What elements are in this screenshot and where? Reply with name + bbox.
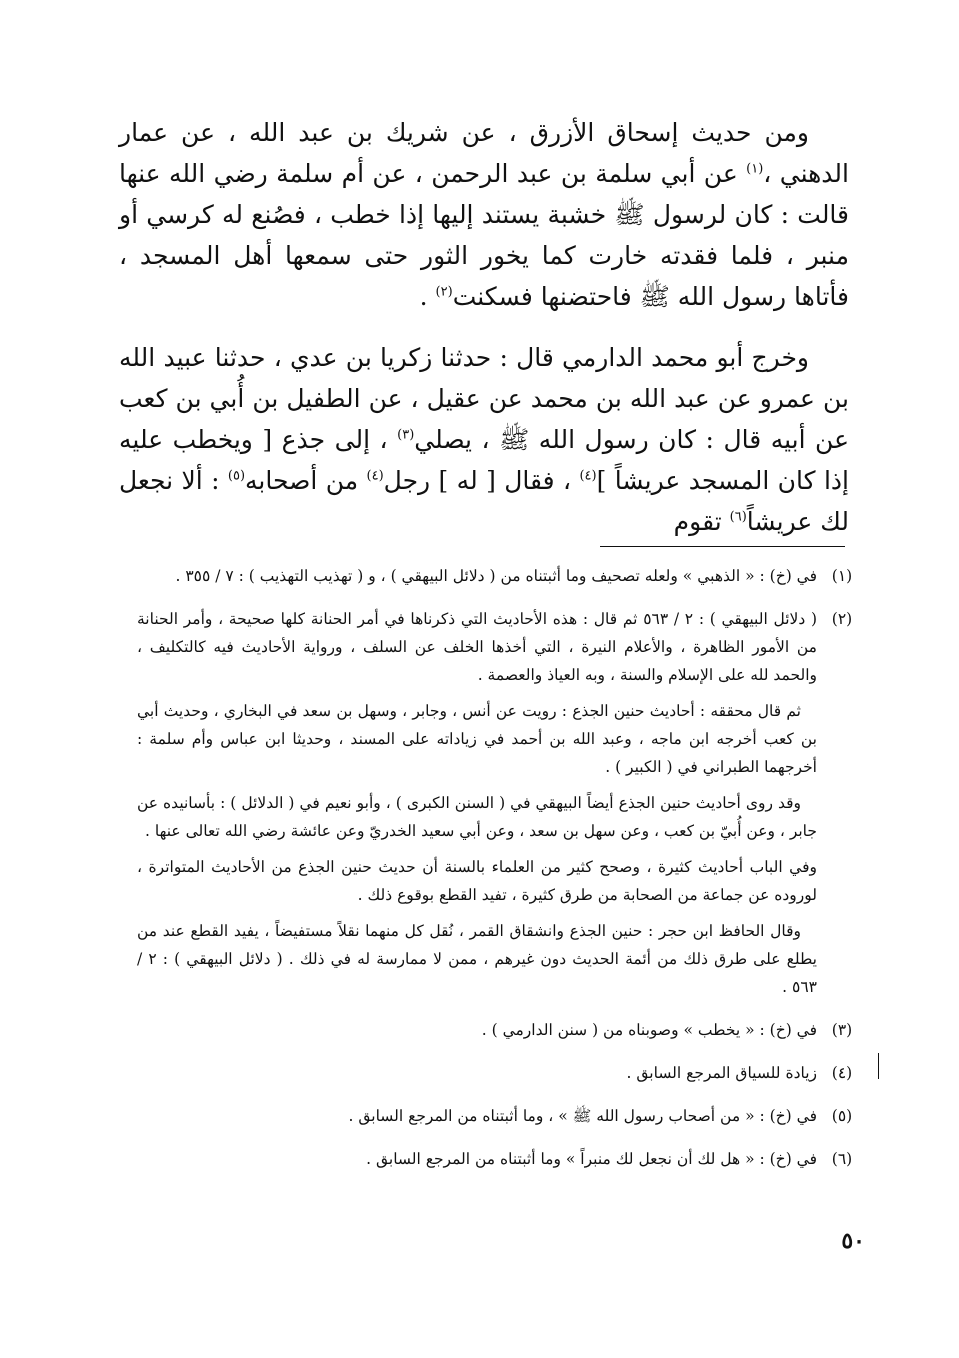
footnote-1 <box>137 562 867 598</box>
footnote-number: (٤) <box>831 1064 853 1082</box>
footnote-ref-3[interactable]: (٣) <box>397 427 415 443</box>
footnote-number: (٦) <box>831 1150 853 1168</box>
footnote-3 <box>137 1016 867 1052</box>
text-segment: عن أبي سلمة بن عبد الرحمن ، عن أم سلمة رضي الله عنها قالت : كان لرسول ﷺ خشبة يستند إليها إذا خطب ، فصُنع له كرسي أو منبر ، فلما فقدته خارت كما يخور الثور حتى سمعها أهل المسجد ، فأتاها رسول الله ﷺ فاحتضنها فسكنت <box>119 159 849 311</box>
footnote-text: وقد روى أحاديث حنين الجذع أيضاً البيهقي في ( السنن الكبرى ) ، وأبو نعيم في ( الدلائل ) : بأسانيده عن جابر ، وعن أُبيّ بن كعب ، وعن سهل بن سعد ، وعن أبي سعيد الخدريّ وعن عائشة رضي الله تعالى عنها . <box>137 794 817 840</box>
footnote-4 <box>137 1059 867 1095</box>
footnote-6 <box>137 1145 867 1181</box>
footnote-number: (٣) <box>831 1021 853 1039</box>
footnote-ref-4b[interactable]: (٤) <box>366 468 384 484</box>
main-paragraph-2 <box>119 337 849 542</box>
footnote-text: وفي الباب أحاديث كثيرة ، وصحح كثير من العلماء بالسنة أن حديث حنين الجذع من الأحاديث المتواترة ، لوروده عن جماعة من الصحابة من طرق كثيرة ، تفيد القطع بوقوع ذلك . <box>137 858 817 904</box>
footnote-ref-4[interactable]: (٤) <box>579 468 597 484</box>
footnote-ref-2[interactable]: (٢) <box>435 284 453 300</box>
text-segment: . <box>419 282 436 311</box>
text-segment: تقوم <box>673 507 730 536</box>
footnotes <box>137 562 867 1188</box>
text-segment: ، إلى جذع [ ويخطب عليه إذا كان المسجد عريشاً ] <box>119 425 849 495</box>
footnote-text: وقال الحافظ ابن حجر : حنين الجذع وانشقاق القمر ، نُقل كل منهما نقلاً مستفيضاً ، يفيد القطع عند من يطلع على طرق ذلك من أئمة الحديث دون غيرهم ، ممن لا ممارسة له في ذلك . ( دلائل البيهقي ) : ٢ / ٥٦٣ . <box>137 922 817 996</box>
footnote-ref-5[interactable]: (٥) <box>227 468 246 484</box>
page-number: ٥٠ <box>841 1228 865 1254</box>
footnote-ref-6[interactable]: (٦) <box>729 509 747 525</box>
footnote-ref-1[interactable]: (١) <box>746 161 764 177</box>
footnote-5 <box>137 1102 867 1138</box>
footnote-text: ( دلائل البيهقي ) : ٢ / ٥٦٣ ثم قال : هذه الأحاديث التي ذكرناها في أمر الحنانة كلها صحيحة ، وأمر الحنانة من الأمور الظاهرة ، والأعلام النيرة ، التي أخذها الخلف عن السلف ، ورواية الأحاديث فيه كالتكليف ، والحمد لله على الإسلام والسنة ، وبه العياذ والعصمة . <box>137 610 818 684</box>
footnote-text: في (خ) : « هل لك أن نجعل لك منبراً » وما أثبتناه من المرجع السابق . <box>366 1150 817 1168</box>
footnote-separator <box>600 546 845 547</box>
text-segment: ومن حديث إسحاق الأزرق ، عن شريك بن عبد الله ، عن عمار الدهني ، <box>119 118 849 188</box>
footnote-number: (٢) <box>831 610 853 628</box>
text-segment: وخرج أبو محمد الدارمي قال : حدثنا زكريا بن عدي ، حدثنا عبيد الله بن عمرو عن عبد الله بن محمد عن عقيل ، عن الطفيل بن أُبي بن كعب عن أبيه قال : كان رسول الله ﷺ ، يصلي <box>119 343 850 454</box>
footnote-text: في (خ) : « من أصحاب رسول الله ﷺ » ، وما أثبتناه من المرجع السابق . <box>348 1107 817 1125</box>
footnote-text: ثم قال محققه : أحاديث حنين الجذع : رويت عن أنس ، وجابر ، وسهل بن سعد في البخاري ، وحديث أبي بن كعب أخرجه ابن ماجه ، وعبد الله بن أحمد في زياداته على المسند ، وحديثا ابن عباس وأم سلمة : أخرجهما الطبراني في ( الكبير ) . <box>137 702 817 776</box>
text-segment: من أصحابه <box>245 466 367 495</box>
text-segment: ، فقال [ له ] رجل <box>383 466 580 495</box>
main-paragraph-1 <box>119 112 849 317</box>
footnote-2 <box>137 605 867 1009</box>
footnote-text: في (خ) : « يخطب » وصوبناه من ( سنن الدارمي ) . <box>481 1021 817 1039</box>
main-text <box>119 112 849 562</box>
footnote-number: (١) <box>831 567 853 585</box>
text-segment: : ألا نجعل لك عريشاً <box>119 466 849 536</box>
footnote-number: (٥) <box>831 1107 853 1125</box>
footnote-text: في (خ) : « الذهبي » ولعله تصحيف وما أثبتناه من ( دلائل البيهقي ) ، و ( تهذيب التهذيب ) : ٧ / ٣٥٥ . <box>175 567 817 585</box>
margin-mark <box>878 1053 879 1079</box>
footnote-text: زيادة للسياق المرجع السابق . <box>626 1064 817 1082</box>
